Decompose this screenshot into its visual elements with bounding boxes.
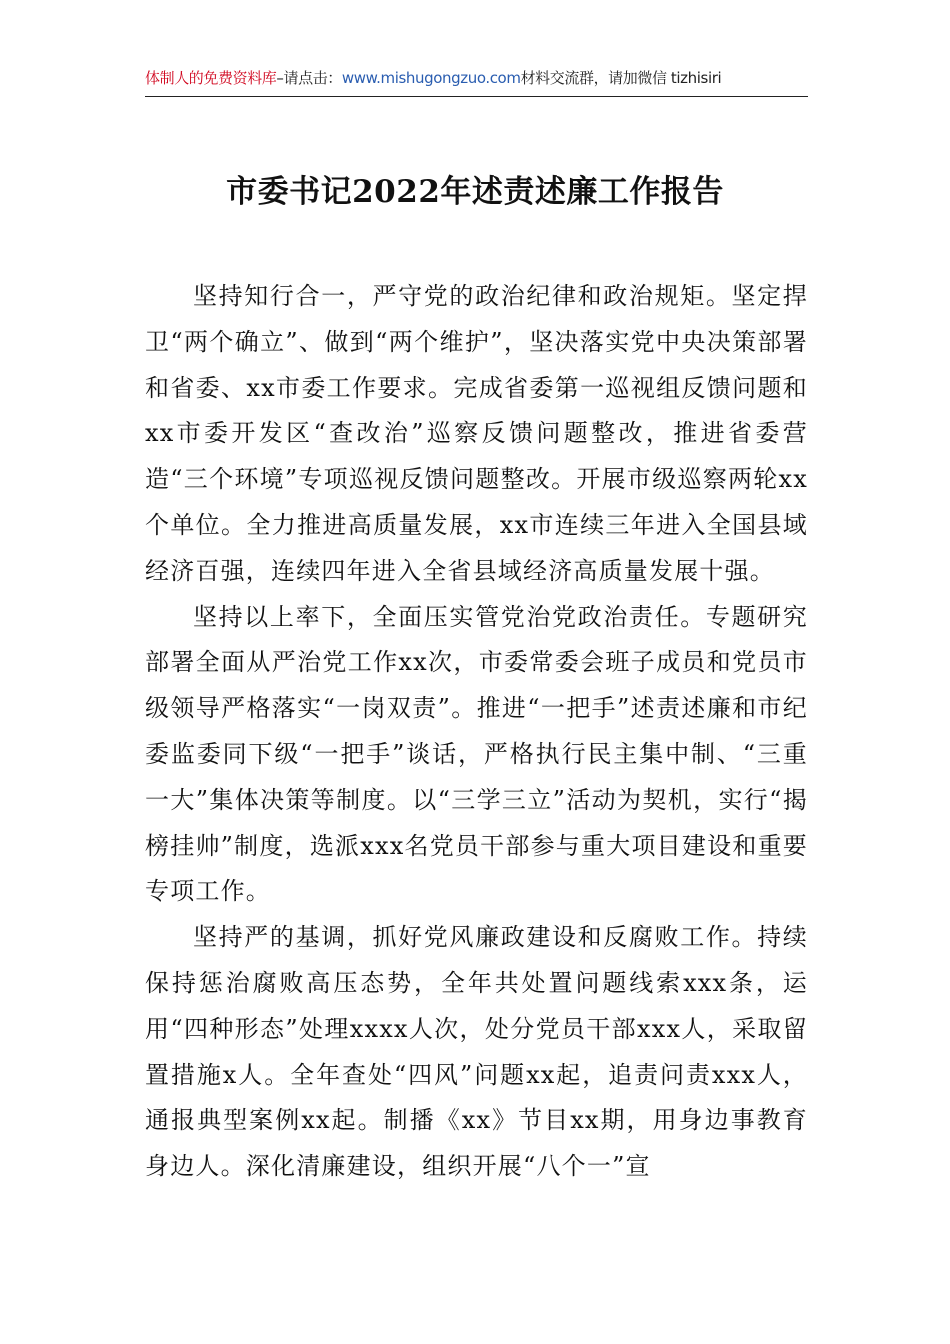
paragraph-2: 坚持以上率下，全面压实管党治党政治责任。专题研究部署全面从严治党工作xx次，市委常委会班子成员和党员市级领导严格落实“一岗双责”。推进“一把手”述责述廉和市纪委监委同下级“一把手”谈话，严格执行民主集中制、“三重一大”集体决策等制度。以“三学三立”活动为契机，实行“揭榜挂帅”制度，选派xxx名党员干部参与重大项目建设和重要专项工作。 (145, 602, 808, 906)
paragraph-3: 坚持严的基调，抓好党风廉政建设和反腐败工作。持续保持惩治腐败高压态势，全年共处置问题线索xxx条，运用“四种形态”处理xxxx人次，处分党员干部xxx人，采取留置措施x人。全年查处“四风”问题xx起，追责问责xxx人，通报典型案例xx起。制播《xx》节目xx期，用身边事教育身边人。深化清廉建设，组织开展“八个一”宣 (145, 923, 808, 1181)
header-brand: 体制人的免费资料库 (145, 69, 277, 87)
page-header (145, 66, 808, 97)
header-note: 材料交流群，请加微信 tizhisiri (520, 69, 722, 87)
document-title: 市委书记2022年述责述廉工作报告 (226, 174, 724, 210)
header-website-link[interactable]: www.mishugongzuo.com (341, 69, 521, 87)
document-body (145, 274, 808, 1190)
paragraph-1: 坚持知行合一，严守党的政治纪律和政治规矩。坚定捍卫“两个确立”、做到“两个维护”，坚决落实党中央决策部署和省委、xx市委工作要求。完成省委第一巡视组反馈问题和xx市委开发区“查改治”巡察反馈问题整改，推进省委营造“三个环境”专项巡视反馈问题整改。开展市级巡察两轮xx个单位。全力推进高质量发展，xx市连续三年进入全国县域经济百强，连续四年进入全省县域经济高质量发展十强。 (145, 282, 808, 585)
header-prompt: –请点击： (276, 69, 342, 87)
